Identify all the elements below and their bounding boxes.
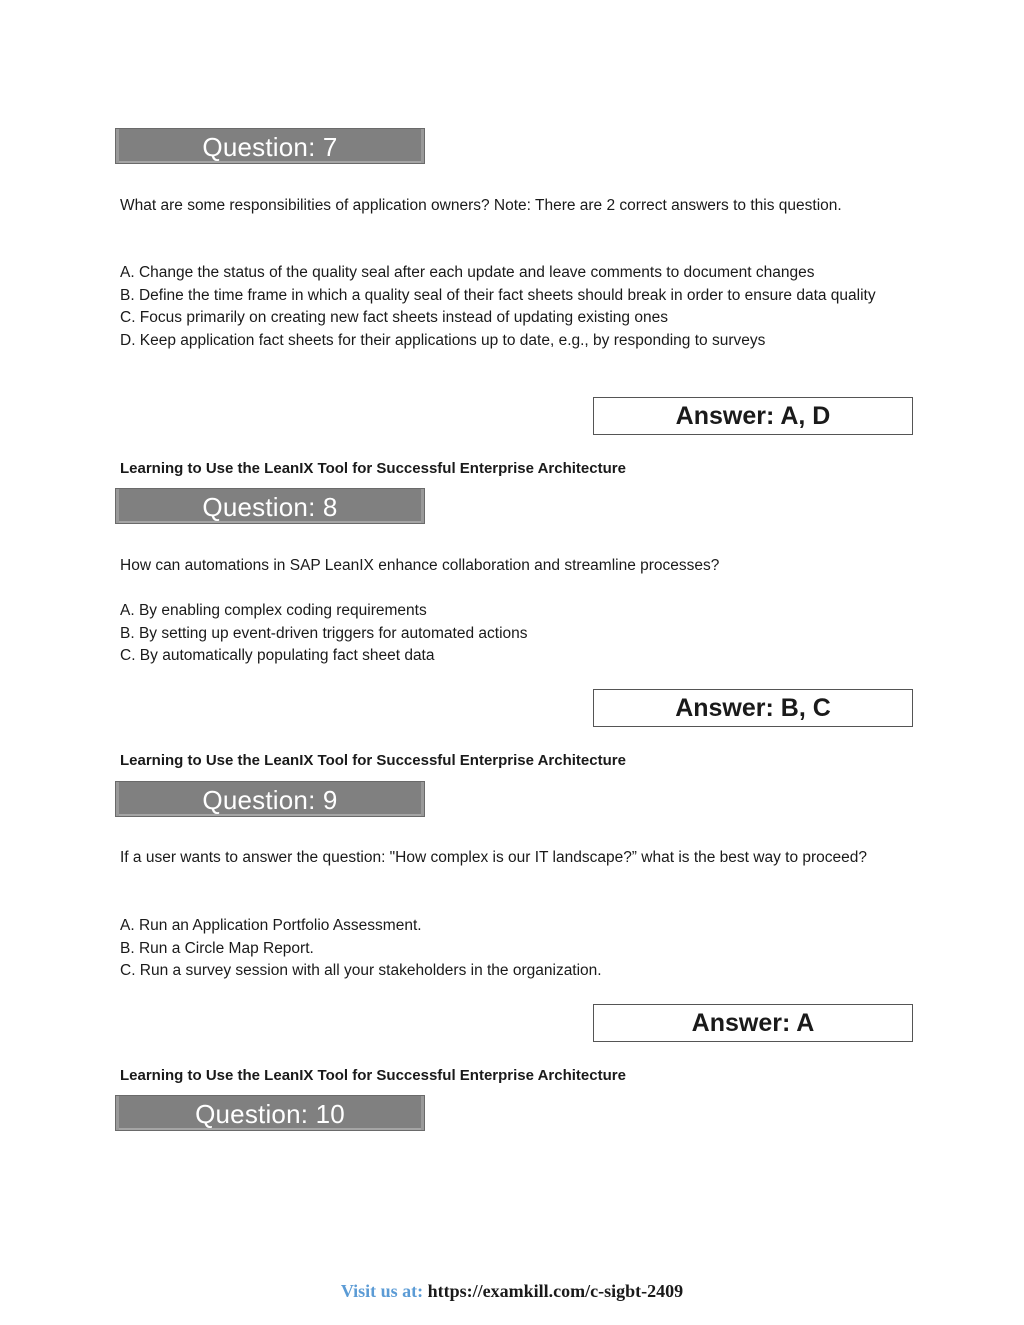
answer-box: Answer: B, C bbox=[593, 689, 913, 727]
option-item: A. By enabling complex coding requirements bbox=[120, 602, 427, 619]
question-heading bbox=[115, 128, 425, 164]
options-list bbox=[120, 600, 910, 668]
answer-box: Answer: A, D bbox=[593, 397, 913, 435]
topic-label: Learning to Use the LeanIX Tool for Successful Enterprise Architecture bbox=[120, 752, 626, 769]
page-footer bbox=[0, 1281, 1024, 1302]
question-heading-label: Question: 9 bbox=[202, 785, 338, 815]
option-item: A. Change the status of the quality seal after each update and leave comments to document changes bbox=[120, 264, 815, 281]
option-item: B. Define the time frame in which a quality seal of their fact sheets should break in order to ensure data quality bbox=[120, 286, 876, 304]
topic-label: Learning to Use the LeanIX Tool for Successful Enterprise Architecture bbox=[120, 1067, 626, 1084]
question-heading-label: Question: 10 bbox=[195, 1099, 345, 1129]
options-list bbox=[120, 262, 910, 352]
question-text: What are some responsibilities of application owners? Note: There are 2 correct answers to this question. bbox=[120, 197, 842, 214]
answer-box: Answer: A bbox=[593, 1004, 913, 1042]
question-text: If a user wants to answer the question: "How complex is our IT landscape?” what is the best way to proceed? bbox=[120, 849, 868, 866]
question-text: How can automations in SAP LeanIX enhance collaboration and streamline processes? bbox=[120, 557, 720, 574]
option-item: D. Keep application fact sheets for their applications up to date, e.g., by responding to surveys bbox=[120, 331, 766, 349]
question-heading bbox=[115, 1095, 425, 1131]
question-heading-label: Question: 8 bbox=[202, 492, 338, 522]
footer-label: Visit us at: bbox=[340, 1281, 424, 1301]
option-item: C. Run a survey session with all your stakeholders in the organization. bbox=[120, 962, 602, 979]
option-item: B. By setting up event-driven triggers for automated actions bbox=[120, 624, 528, 642]
option-item: C. Focus primarily on creating new fact sheets instead of updating existing ones bbox=[120, 309, 668, 326]
options-list bbox=[120, 915, 910, 983]
question-heading bbox=[115, 488, 425, 524]
question-heading-label: Question: 7 bbox=[202, 132, 338, 162]
option-item: A. Run an Application Portfolio Assessment. bbox=[120, 917, 422, 934]
footer-url-link[interactable]: https://examkill.com/c-sigbt-2409 bbox=[427, 1281, 684, 1301]
topic-label: Learning to Use the LeanIX Tool for Successful Enterprise Architecture bbox=[120, 460, 626, 477]
option-item: B. Run a Circle Map Report. bbox=[120, 939, 314, 957]
option-item: C. By automatically populating fact sheet data bbox=[120, 647, 435, 664]
question-heading bbox=[115, 781, 425, 817]
